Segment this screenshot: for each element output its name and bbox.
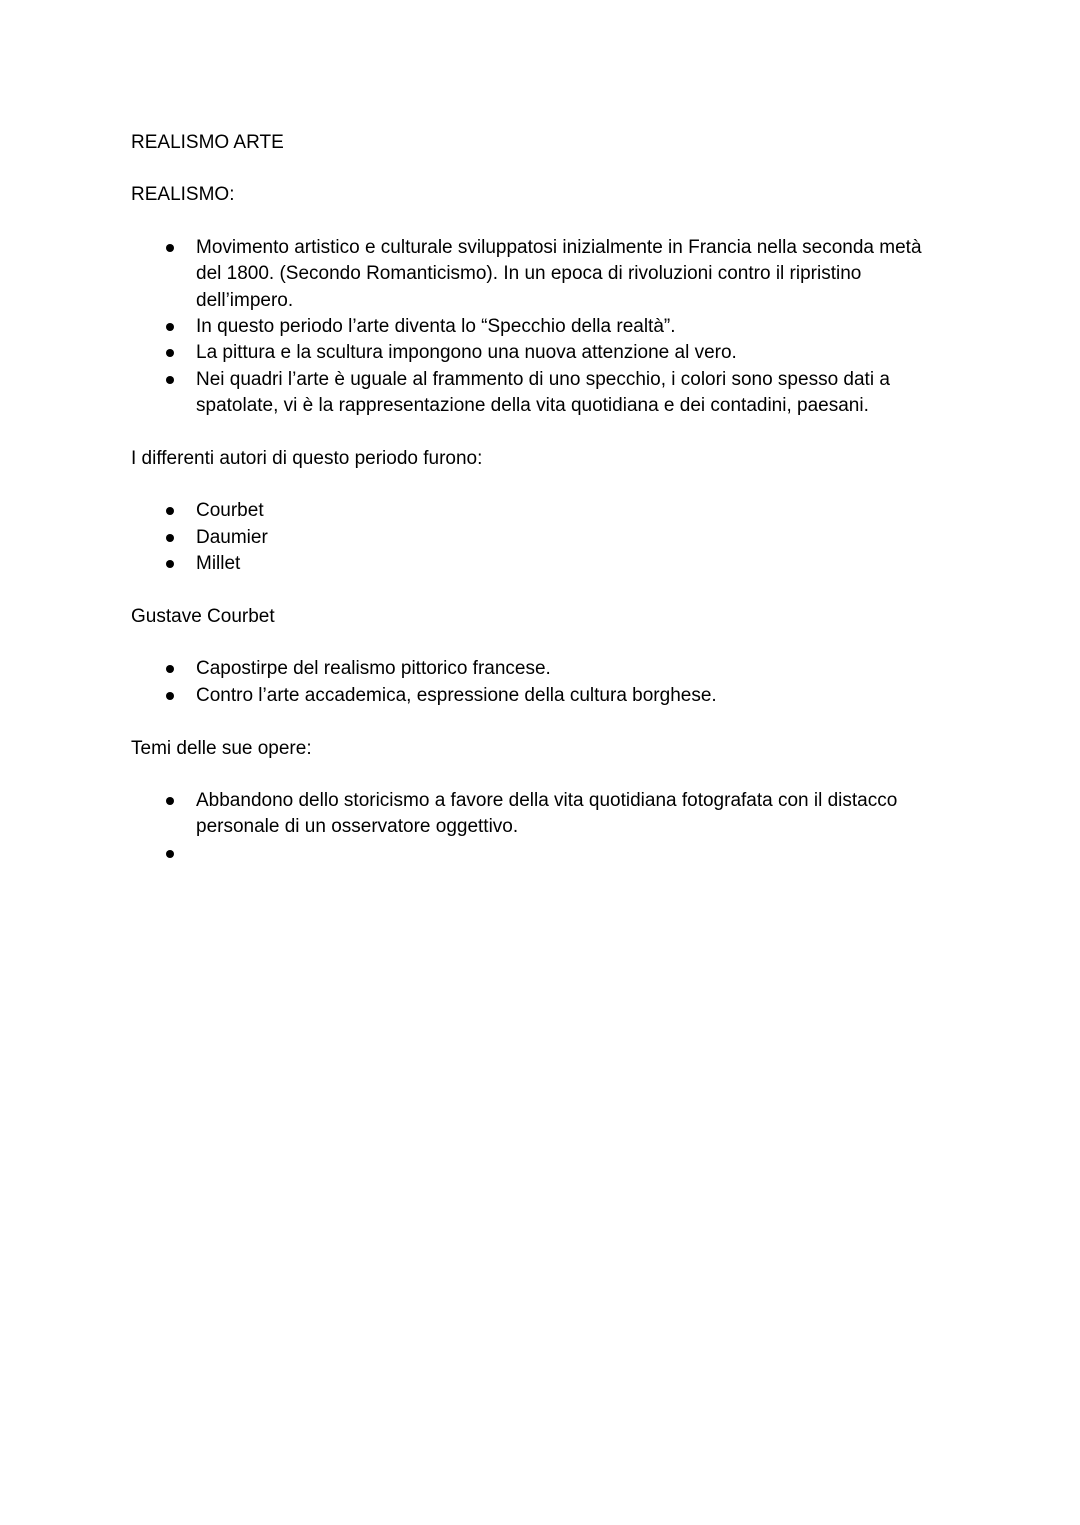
- list-item: [131, 367, 951, 420]
- list-item: [131, 788, 951, 841]
- list-item-text: In questo periodo l’arte diventa lo “Specchio della realtà”.: [196, 316, 676, 338]
- bullet-icon: [166, 534, 174, 542]
- list-item: [131, 656, 951, 682]
- list-item-text: Millet: [196, 553, 241, 575]
- list-item-text: Daumier: [196, 526, 268, 548]
- list-item-text: Courbet: [196, 500, 264, 522]
- bullet-icon: [166, 507, 174, 515]
- section-heading-themes: Temi delle sue opere:: [131, 737, 312, 759]
- bullet-icon: [166, 692, 174, 700]
- bullet-icon: [166, 244, 174, 252]
- authors-intro: I differenti autori di questo periodo furono:: [131, 448, 483, 470]
- section-heading-courbet: Gustave Courbet: [131, 606, 275, 628]
- bullet-icon: [166, 349, 174, 357]
- list-item-text: La pittura e la scultura impongono una nuova attenzione al vero.: [196, 342, 737, 364]
- list-item: [131, 498, 951, 524]
- realismo-bullet-list: [131, 235, 951, 420]
- list-item-text: Contro l’arte accademica, espressione della cultura borghese.: [196, 684, 717, 706]
- bullet-icon: [166, 850, 174, 858]
- list-item: [131, 235, 951, 314]
- list-item: [131, 683, 951, 709]
- themes-bullet-list: [131, 788, 951, 867]
- list-item-text: Movimento artistico e culturale sviluppatosi inizialmente in Francia nella seconda metà del 1800. (Secondo Romanticismo). In un epoca di rivoluzioni contro il ripristino dell’impero.: [196, 236, 922, 311]
- list-item: [131, 841, 951, 867]
- list-item-text: Abbandono dello storicismo a favore della vita quotidiana fotografata con il distacco personale di un osservatore oggettivo.: [196, 790, 898, 838]
- list-item: [131, 551, 951, 577]
- document-page: [131, 130, 951, 894]
- list-item: [131, 525, 951, 551]
- list-item: [131, 340, 951, 366]
- bullet-icon: [166, 376, 174, 384]
- bullet-icon: [166, 665, 174, 673]
- section-heading-realismo: REALISMO:: [131, 184, 235, 206]
- courbet-bullet-list: [131, 656, 951, 709]
- authors-bullet-list: [131, 498, 951, 577]
- bullet-icon: [166, 797, 174, 805]
- bullet-icon: [166, 560, 174, 568]
- document-title: REALISMO ARTE: [131, 132, 284, 153]
- list-item-text: Nei quadri l’arte è uguale al frammento di uno specchio, i colori sono spesso dati a spatolate, vi è la rappresentazione della vita quotidiana e dei contadini, paesani.: [196, 368, 890, 417]
- bullet-icon: [166, 323, 174, 331]
- list-item-text: Capostirpe del realismo pittorico francese.: [196, 658, 551, 680]
- list-item: [131, 314, 951, 340]
